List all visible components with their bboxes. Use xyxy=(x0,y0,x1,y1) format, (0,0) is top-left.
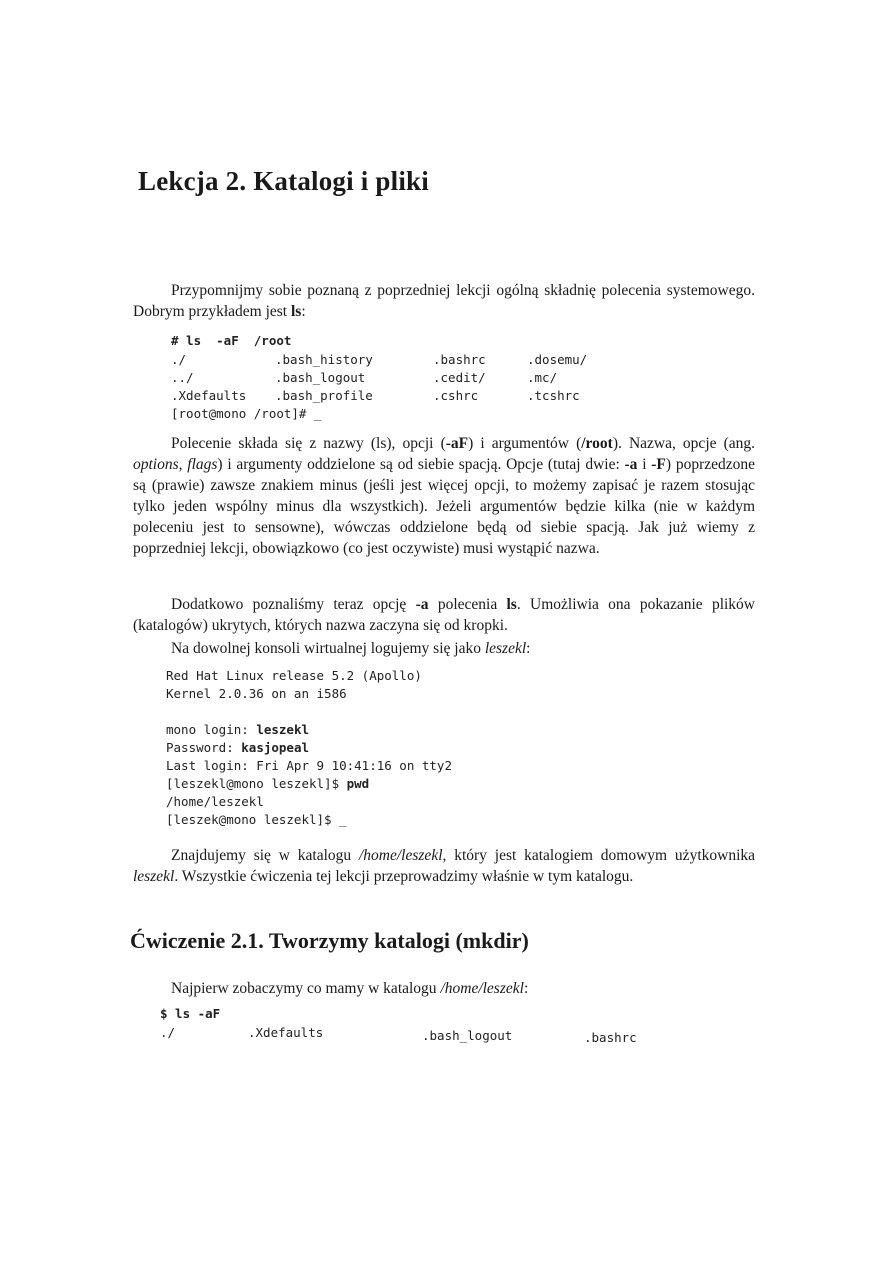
code-listing-root: # ls -aF /root ./ .bash_history .bashrc .dosemu/ ../ .bash_logout .cedit/ .mc/ .Xdefaults .bash_profile .cshrc .tcshrc [root@mono /root]# _ xyxy=(171,333,588,421)
paragraph-intro: Przypomnijmy sobie poznaną z poprzedniej lekcji ogólną składnię polecenia systemowego. Dobrym przykładem jest ls: xyxy=(133,282,755,320)
paragraph-home-dir: Znajdujemy się w katalogu /home/leszekl, który jest katalogiem domowym użytkownika leszekl. Wszystkie ćwiczenia tej lekcji przeprowadzimy właśnie w tym katalogu. xyxy=(133,847,756,885)
code-listing-home: $ ls -aF ./ .Xdefaults .bash_logout .bashrc xyxy=(160,1006,637,1045)
paragraph-login: Na dowolnej konsoli wirtualnej logujemy się jako leszekl: xyxy=(171,640,531,657)
exercise-title: Ćwiczenie 2.1. Tworzymy katalogi (mkdir) xyxy=(130,928,529,953)
paragraph-exercise-intro: Najpierw zobaczymy co mamy w katalogu /home/leszekl: xyxy=(171,980,529,997)
paragraph-syntax: Polecenie składa się z nazwy (ls), opcji (-aF) i argumentów (/root). Nazwa, opcje (ang. options, flags) i argumenty oddzielone są od siebie spacją. Opcje (tutaj dwie: -a i -F) poprzedzone są (prawie) zawsze znakiem minus (jeśli jest więcej opcji, to możemy zapisać je razem stosując tylko jeden wspólny minus dla wszystkich). Jeżeli argumentów będzie kilka (nie w każdym poleceniu jest to sensowne), wówczas oddzielone będą od siebie spacją. Jak już wiemy z poprzedniej lekcji, obowiązkowo (co jest oczywiste) musi wystąpić nazwa. xyxy=(133,435,756,557)
code-listing-login: Red Hat Linux release 5.2 (Apollo) Kernel 2.0.36 on an i586 mono login: leszekl Password: kasjopeal Last login: Fri Apr 9 10:41:16 on tty2 [leszekl@mono leszekl]$ pwd /home/leszekl [leszek@mono leszekl]$ _ xyxy=(166,668,452,827)
lesson-title: Lekcja 2. Katalogi i pliki xyxy=(138,166,429,196)
paragraph-option-a: Dodatkowo poznaliśmy teraz opcję -a polecenia ls. Umożliwia ona pokazanie plików (katalogów) ukrytych, których nazwa zaczyna się od kropki. xyxy=(133,596,755,634)
code-prompt: $ ls -aF xyxy=(160,1006,221,1021)
code-prompt: # ls -aF /root xyxy=(171,333,292,348)
